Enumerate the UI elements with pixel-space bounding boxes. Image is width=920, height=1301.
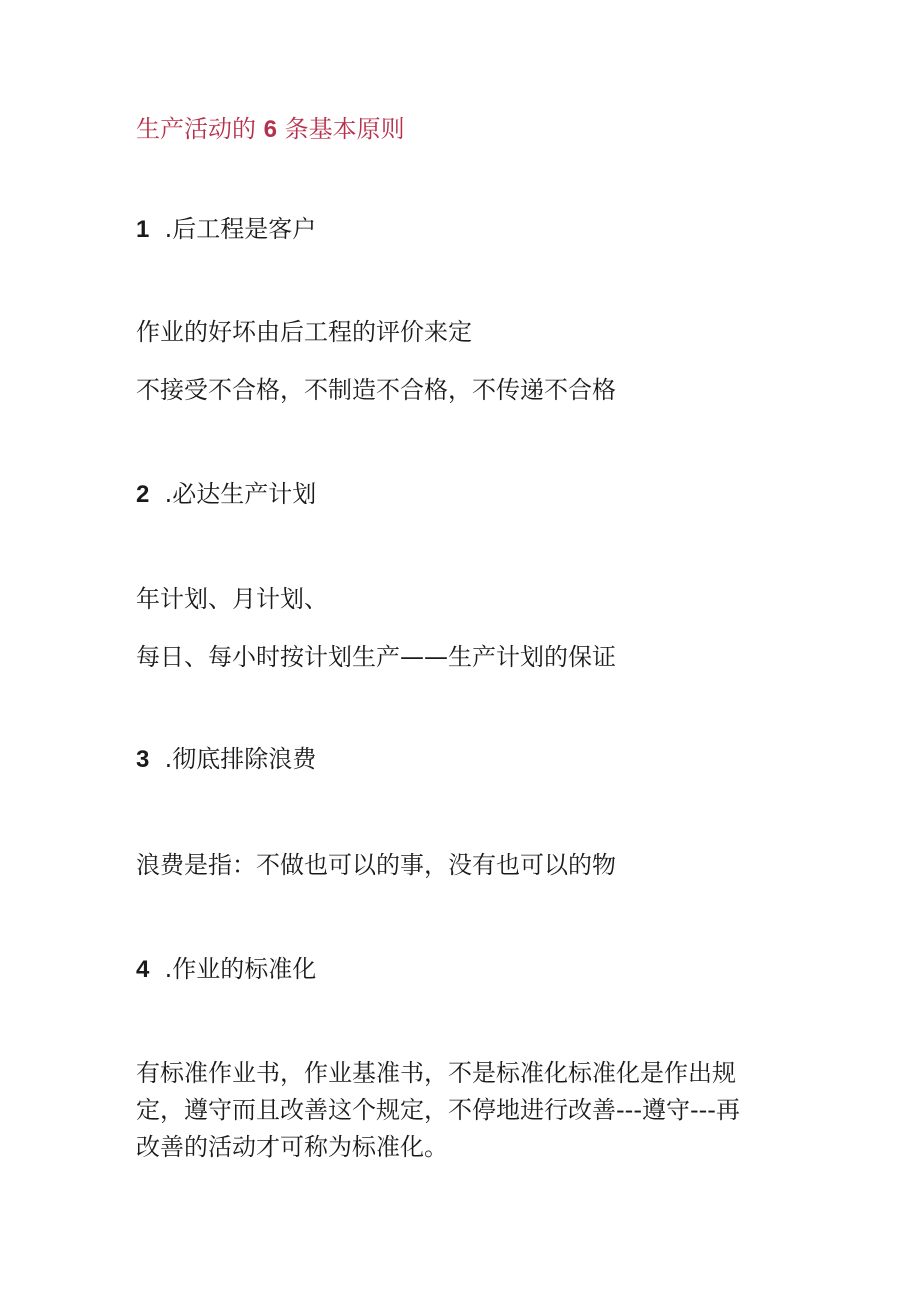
section-heading-text: .彻底排除浪费 [164,745,317,773]
title-prefix: 生产活动的 [136,115,256,143]
paragraph-line: 定，遵守而且改善这个规定，不停地进行改善---遵守---再 [136,1096,740,1124]
section-2-line-2: 每日、每小时按计划生产——生产计划的保证 [136,643,616,671]
title-number: 6 [263,116,277,143]
section-heading-3 [136,743,316,776]
title-suffix: 条基本原则 [284,115,405,143]
section-number: 2 [136,481,150,508]
section-3-line-1: 浪费是指：不做也可以的事，没有也可以的物 [136,851,616,879]
paragraph-line: 有标准作业书，作业基准书，不是标准化标准化是作出规 [136,1059,736,1087]
section-heading-1 [136,213,316,246]
section-2-line-1: 年计划、月计划、 [136,585,328,613]
section-heading-text: .作业的标准化 [164,955,317,983]
section-1-line-1: 作业的好坏由后工程的评价来定 [136,318,472,346]
section-number: 3 [136,746,150,773]
section-heading-text: .必达生产计划 [164,480,317,508]
document-title [136,113,405,146]
paragraph-line: 改善的活动才可称为标准化。 [136,1133,448,1161]
section-number: 1 [136,216,150,243]
section-heading-2 [136,478,316,511]
section-heading-4 [136,953,316,986]
section-4-paragraph [136,1055,786,1166]
section-heading-text: .后工程是客户 [164,215,317,243]
section-1-line-2: 不接受不合格，不制造不合格，不传递不合格 [136,376,616,404]
section-number: 4 [136,956,150,983]
